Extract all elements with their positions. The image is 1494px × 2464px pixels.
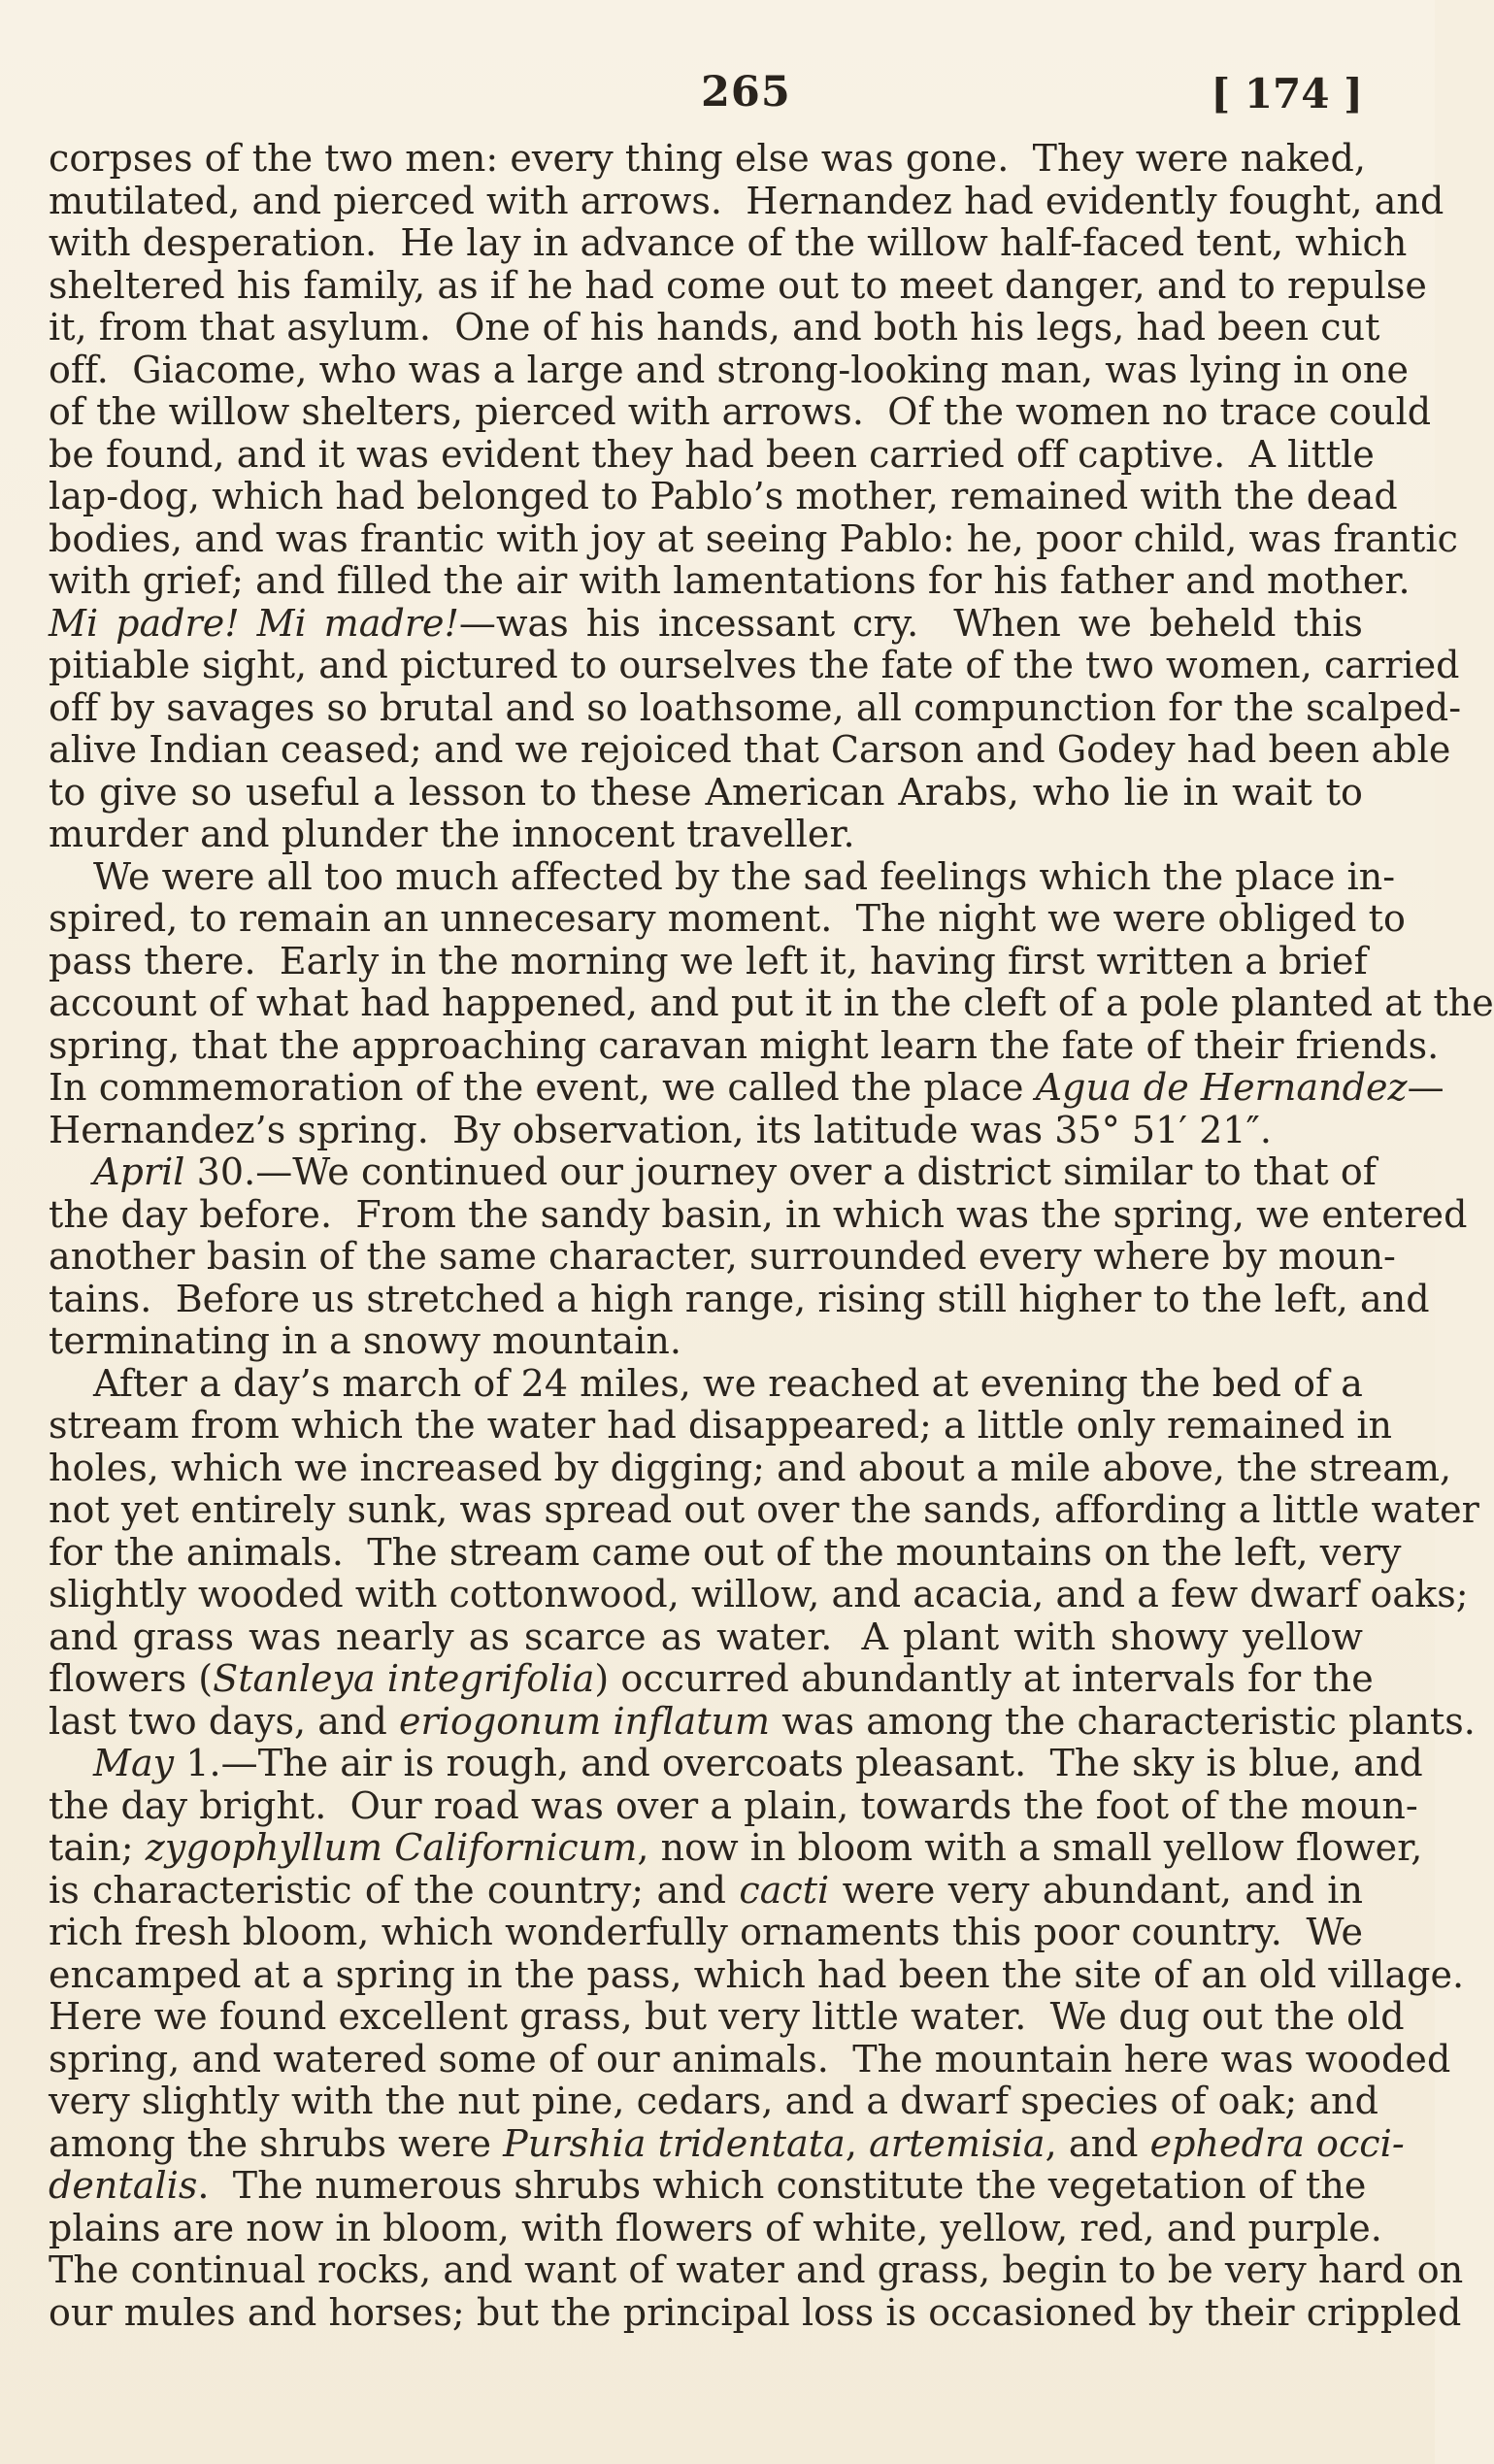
text-segment: In commemoration of the event, we called the place [49,1066,1036,1109]
italic-text: zygophyllum Californicum [145,1826,638,1869]
text-line [49,2248,1464,2292]
text-segment: pitiable sight, and pictured to ourselves the fate of the two women, carried [49,644,1460,686]
text-line [49,263,1427,308]
text-line [49,644,1460,687]
text-segment: among the shrubs were [49,2121,504,2165]
text-segment: spring, and watered some of our animals. The mountain here was wooded [49,2037,1451,2081]
text-segment: spired, to remain an unnecesary moment. The night we were obliged to [49,897,1406,940]
page-header [49,68,1363,138]
text-segment: was among the characteristic plants. [770,1699,1476,1743]
text-segment: were very abundant, and in [829,1868,1363,1912]
text-segment: of the willow shelters, pierced with arrows. Of the women no trace could [49,390,1432,433]
text-segment: , and [1045,2121,1150,2165]
italic-text: April [93,1150,185,1193]
text-line [49,390,1432,434]
text-line [49,1995,1405,2039]
folio-number: [ 174 ] [1211,70,1363,117]
text-line [49,728,1451,772]
text-segment: and grass was nearly as scarce as water. A plant with showy yellow [49,1615,1363,1658]
text-line [49,1277,1430,1321]
page-number: 265 [701,68,791,117]
text-segment: be found, and it was evident they had been carried off captive. A little [49,432,1375,476]
text-line [49,1742,1423,1785]
text-line [49,1870,1363,1913]
text-line [49,348,1409,392]
text-segment: our mules and horses; but the principal loss is occasioned by their crippled [49,2290,1462,2334]
text-segment: for the animals. The stream came out of the mountains on the left, very [49,1530,1402,1574]
text-segment: the day before. From the sandy basin, in which was the spring, we entered [49,1192,1468,1236]
text-line [49,939,1368,983]
text-line [49,221,1408,265]
text-segment: stream from which the water had disappeared; a little only remained in [49,1404,1393,1447]
text-line [49,814,1363,856]
text-line [49,1023,1440,1068]
text-line [49,1530,1402,1575]
text-segment: murder and plunder the innocent traveller. [49,813,855,855]
text-segment: mutilated, and pierced with arrows. Hernandez had evidently fought, and [49,179,1444,222]
text-line [49,2121,1405,2166]
text-segment: tain; [49,1826,146,1869]
text-line [49,2080,1378,2123]
text-segment: — [1407,1066,1444,1109]
text-line [49,685,1462,730]
text-segment: last two days, and [49,1699,400,1743]
text-segment: off by savages so brutal and so loathsome, all compunction for the scalped- [49,685,1462,729]
text-line [49,772,1363,815]
text-line [49,516,1458,561]
text-line [49,2206,1382,2250]
text-segment: terminating in a snowy mountain. [49,1319,681,1362]
text-segment: the day bright. Our road was over a plain, towards the foot of the moun- [49,1783,1418,1827]
text-line [49,306,1380,350]
text-segment: pass there. Early in the morning we left it, having first written a brief [49,939,1368,982]
text-segment: sheltered his family, as if he had come out to meet danger, and to repulse [49,263,1427,307]
text-segment: , now in bloom with a small yellow flower, [637,1826,1423,1869]
text-line [49,2164,1367,2208]
italic-text: artemisia [869,2121,1046,2165]
italic-text: cacti [739,1868,830,1912]
text-line [49,1616,1363,1659]
text-line [49,2037,1451,2081]
italic-text: Stanleya integrifolia [213,1657,595,1700]
italic-text: Agua de Hernandez [1035,1066,1408,1109]
text-line [49,982,1494,1025]
text-line [49,1488,1479,1532]
text-line [49,559,1411,603]
text-segment: Hernandez’s spring. By observation, its latitude was 35° 51′ 21″. [49,1108,1273,1151]
text-segment: flowers ( [49,1657,214,1700]
text-segment: to give so useful a lesson to these American Arabs, who lie in wait to [49,770,1363,814]
text-line [49,1192,1468,1237]
text-line [49,137,1367,181]
text-segment: —was his incessant cry. When we beheld this [458,601,1363,645]
text-segment: another basin of the same character, surrounded every where by moun- [49,1235,1396,1278]
text-line [49,2290,1462,2335]
text-line [49,603,1363,646]
text-segment: 1.—The air is rough, and overcoats pleasant. The sky is blue, and [174,1742,1423,1784]
text-line [49,1150,1377,1194]
italic-text: May [93,1742,175,1784]
text-line [49,854,1396,899]
text-segment: not yet entirely sunk, was spread out over the sands, affording a little water [49,1488,1479,1531]
text-line [49,475,1398,518]
italic-text: Purshia tridentata [503,2121,846,2165]
text-segment: plains are now in bloom, with flowers of white, yellow, red, and purple. [49,2206,1382,2249]
text-segment: corpses of the two men: every thing else was gone. They were naked, [49,137,1367,180]
text-line [49,1320,1363,1363]
text-line [49,1363,1363,1406]
text-line [49,1235,1396,1279]
text-line [49,1783,1418,1828]
text-segment: holes, which we increased by digging; and about a mile above, the stream, [49,1446,1452,1489]
text-segment: Here we found excellent grass, but very little water. We dug out the old [49,1995,1405,2038]
text-line [49,1912,1363,1954]
text-segment: alive Indian ceased; and we rejoiced that Carson and Godey had been able [49,728,1451,771]
text-line [49,1952,1465,1997]
text-line [49,897,1406,941]
text-segment: tains. Before us stretched a high range, rising still higher to the left, and [49,1277,1430,1320]
italic-text: Mi padre! Mi madre! [49,601,459,645]
text-line [49,1699,1476,1744]
text-segment: lap-dog, which had belonged to Pablo’s mother, remained with the dead [49,475,1398,517]
text-segment: spring, that the approaching caravan might learn the fate of their friends. [49,1023,1440,1067]
text-line [49,1657,1374,1701]
text-line [49,1573,1469,1616]
text-segment: it, from that asylum. One of his hands, and both his legs, had been cut [49,306,1380,349]
text-segment: bodies, and was frantic with joy at seeing Pablo: he, poor child, was frantic [49,516,1458,560]
text-segment: is characteristic of the country; and [49,1868,740,1912]
text-line [49,179,1444,223]
text-segment: slightly wooded with cottonwood, willow, and acacia, and a few dwarf oaks; [49,1573,1469,1615]
text-segment: We were all too much affected by the sad feelings which the place in- [93,854,1396,898]
text-line [49,1404,1393,1448]
text-line [49,1446,1452,1490]
text-segment: very slightly with the nut pine, cedars, and a dwarf species of oak; and [49,2080,1378,2122]
text-segment: . The numerous shrubs which constitute the vegetation of the [197,2164,1367,2207]
text-segment: After a day’s march of 24 miles, we reached at evening the bed of a [93,1361,1363,1405]
body-text [49,137,1494,2334]
text-segment: with grief; and filled the air with lamentations for his father and mother. [49,559,1411,602]
text-segment: ) occurred abundantly at intervals for the [594,1657,1374,1700]
text-line [49,1110,1363,1152]
text-line [49,1066,1444,1110]
text-segment: with desperation. He lay in advance of the willow half-faced tent, which [49,221,1408,264]
italic-text: eriogonum inflatum [399,1699,771,1743]
text-segment: , [845,2121,870,2165]
italic-text: ephedra occi- [1149,2121,1405,2165]
text-segment: The continual rocks, and want of water and grass, begin to be very hard on [49,2248,1464,2291]
text-line [49,432,1375,477]
text-segment: rich fresh bloom, which wonderfully ornaments this poor country. We [49,1911,1363,1953]
text-segment: account of what had happened, and put it in the cleft of a pole planted at the [49,982,1494,1024]
text-segment: off. Giacome, who was a large and strong-looking man, was lying in one [49,348,1409,391]
text-segment: encamped at a spring in the pass, which had been the site of an old village. [49,1952,1465,1996]
text-line [49,1826,1423,1870]
italic-text: dentalis [49,2164,198,2207]
text-segment: 30.—We continued our journey over a district similar to that of [184,1150,1377,1193]
